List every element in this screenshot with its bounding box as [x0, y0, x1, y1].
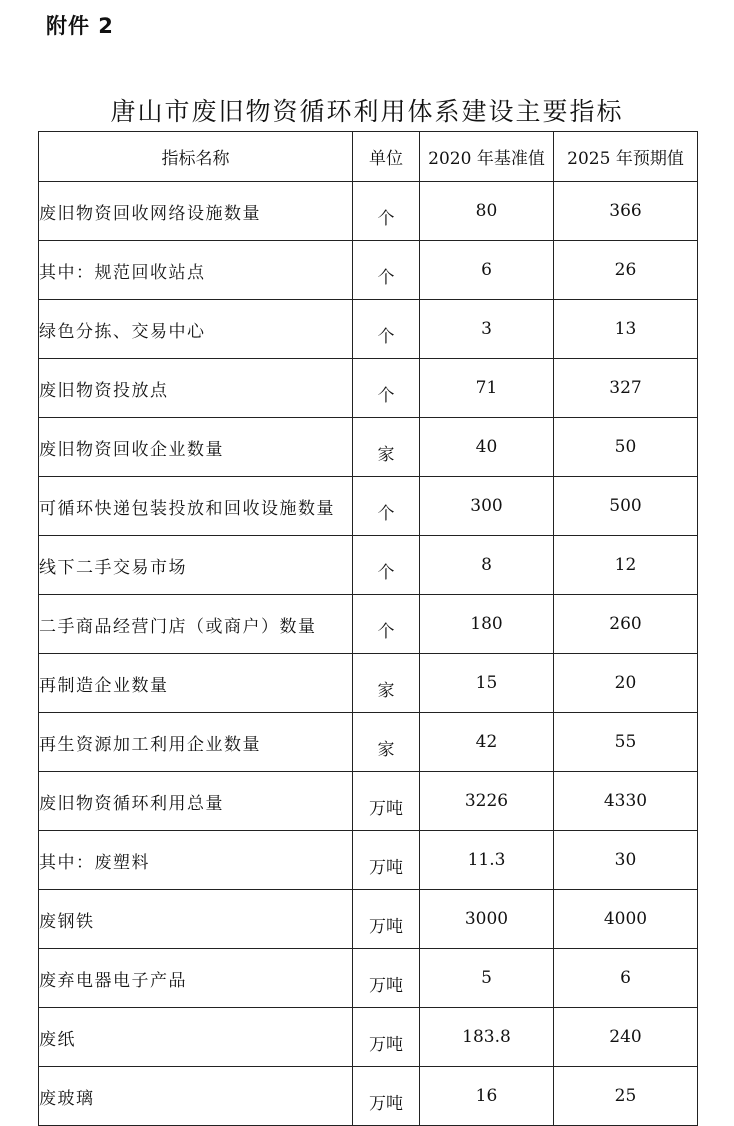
unit-cell: 个 — [353, 182, 420, 241]
unit-cell: 个 — [353, 359, 420, 418]
table-row — [39, 772, 698, 831]
unit-cell: 个 — [353, 536, 420, 595]
unit-cell: 家 — [353, 713, 420, 772]
unit-cell: 家 — [353, 418, 420, 477]
base-2020-cell: 71 — [420, 359, 554, 418]
base-2020-cell: 42 — [420, 713, 554, 772]
unit-cell: 万吨 — [353, 949, 420, 1008]
target-2025-cell: 240 — [554, 1008, 698, 1067]
table-body — [39, 182, 698, 1126]
indicator-name-cell: 废纸 — [39, 1008, 353, 1067]
indicator-name-cell: 废旧物资循环利用总量 — [39, 772, 353, 831]
indicator-name-cell: 废旧物资回收网络设施数量 — [39, 182, 353, 241]
indicator-name-cell: 废旧物资回收企业数量 — [39, 418, 353, 477]
unit-cell: 个 — [353, 300, 420, 359]
table-row — [39, 182, 698, 241]
target-2025-cell: 50 — [554, 418, 698, 477]
unit-cell: 万吨 — [353, 890, 420, 949]
base-2020-cell: 180 — [420, 595, 554, 654]
unit-cell: 万吨 — [353, 831, 420, 890]
base-2020-cell: 300 — [420, 477, 554, 536]
indicator-name-cell: 绿色分拣、交易中心 — [39, 300, 353, 359]
base-2020-cell: 183.8 — [420, 1008, 554, 1067]
table-row — [39, 418, 698, 477]
base-2020-cell: 40 — [420, 418, 554, 477]
base-2020-cell: 3226 — [420, 772, 554, 831]
table-row — [39, 359, 698, 418]
base-2020-cell: 11.3 — [420, 831, 554, 890]
column-header-base-2020: 2020 年基准值 — [420, 132, 554, 182]
table-row — [39, 300, 698, 359]
base-2020-cell: 3 — [420, 300, 554, 359]
column-header-indicator-name: 指标名称 — [39, 132, 353, 182]
indicator-name-cell: 线下二手交易市场 — [39, 536, 353, 595]
target-2025-cell: 260 — [554, 595, 698, 654]
target-2025-cell: 500 — [554, 477, 698, 536]
base-2020-cell: 16 — [420, 1067, 554, 1126]
unit-cell: 家 — [353, 654, 420, 713]
table-row — [39, 595, 698, 654]
table-row — [39, 949, 698, 1008]
indicator-name-cell: 再生资源加工利用企业数量 — [39, 713, 353, 772]
table-row — [39, 477, 698, 536]
table-row — [39, 536, 698, 595]
unit-cell: 个 — [353, 595, 420, 654]
target-2025-cell: 12 — [554, 536, 698, 595]
table-row — [39, 1067, 698, 1126]
target-2025-cell: 6 — [554, 949, 698, 1008]
indicator-name-cell: 废弃电器电子产品 — [39, 949, 353, 1008]
target-2025-cell: 4330 — [554, 772, 698, 831]
target-2025-cell: 327 — [554, 359, 698, 418]
base-2020-cell: 5 — [420, 949, 554, 1008]
target-2025-cell: 25 — [554, 1067, 698, 1126]
table-row — [39, 713, 698, 772]
attachment-label: 附件 2 — [46, 14, 114, 38]
base-2020-cell: 80 — [420, 182, 554, 241]
unit-cell: 个 — [353, 477, 420, 536]
base-2020-cell: 15 — [420, 654, 554, 713]
target-2025-cell: 366 — [554, 182, 698, 241]
unit-cell: 万吨 — [353, 772, 420, 831]
indicator-name-cell: 可循环快递包装投放和回收设施数量 — [39, 477, 353, 536]
target-2025-cell: 13 — [554, 300, 698, 359]
unit-cell: 万吨 — [353, 1067, 420, 1126]
table-row — [39, 890, 698, 949]
target-2025-cell: 30 — [554, 831, 698, 890]
table-row — [39, 831, 698, 890]
column-header-unit: 单位 — [353, 132, 420, 182]
table-row — [39, 241, 698, 300]
table-row — [39, 1008, 698, 1067]
column-header-target-2025: 2025 年预期值 — [554, 132, 698, 182]
indicator-name-cell: 其中：废塑料 — [39, 831, 353, 890]
target-2025-cell: 20 — [554, 654, 698, 713]
table-header-row — [39, 132, 698, 182]
indicators-table — [38, 131, 698, 1126]
indicator-name-cell: 二手商品经营门店（或商户）数量 — [39, 595, 353, 654]
unit-cell: 个 — [353, 241, 420, 300]
base-2020-cell: 3000 — [420, 890, 554, 949]
base-2020-cell: 8 — [420, 536, 554, 595]
indicator-name-cell: 再制造企业数量 — [39, 654, 353, 713]
base-2020-cell: 6 — [420, 241, 554, 300]
target-2025-cell: 26 — [554, 241, 698, 300]
table-row — [39, 654, 698, 713]
indicator-name-cell: 废钢铁 — [39, 890, 353, 949]
document-title: 唐山市废旧物资循环利用体系建设主要指标 — [110, 97, 624, 126]
target-2025-cell: 4000 — [554, 890, 698, 949]
target-2025-cell: 55 — [554, 713, 698, 772]
unit-cell: 万吨 — [353, 1008, 420, 1067]
indicator-name-cell: 废玻璃 — [39, 1067, 353, 1126]
indicator-name-cell: 其中：规范回收站点 — [39, 241, 353, 300]
indicator-name-cell: 废旧物资投放点 — [39, 359, 353, 418]
